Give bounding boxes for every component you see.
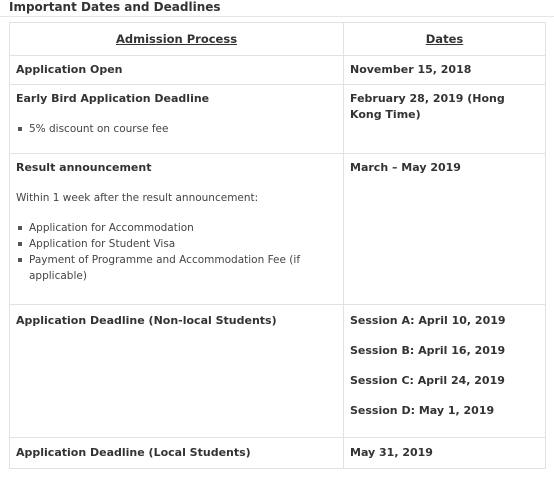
header-admission-process: Admission Process [10,23,344,56]
table-row [10,305,546,438]
date-value: May 31, 2019 [350,446,433,459]
date-cell [344,85,546,154]
process-label: Result announcement [16,161,152,174]
date-cell [344,56,546,85]
date-value: November 15, 2018 [350,63,472,76]
table-header-row [10,23,546,56]
dates-table [9,22,546,469]
bullet-list [16,220,337,284]
title-divider [0,16,554,17]
date-value: February 28, 2019 (Hong Kong Time) [350,92,505,121]
date-cell [344,438,546,469]
header-dates: Dates [344,23,546,56]
process-cell [10,305,344,438]
session-date: Session A: April 10, 2019 [350,314,506,327]
process-label: Early Bird Application Deadline [16,92,210,105]
bullet-item: Application for Student Visa [16,236,337,252]
table-row [10,85,546,154]
date-cell [344,305,546,438]
session-date: Session B: April 16, 2019 [350,344,506,357]
session-date: Session D: May 1, 2019 [350,404,495,417]
table-row [10,56,546,85]
bullet-item: Payment of Programme and Accommodation Fee (if applicable) [16,252,337,284]
process-note: Within 1 week after the result announcement: [16,192,259,204]
process-label: Application Deadline (Local Students) [16,446,251,459]
table-row [10,438,546,469]
page-title: Important Dates and Deadlines [9,0,221,14]
process-label: Application Deadline (Non-local Students) [16,314,277,327]
process-cell [10,154,344,305]
process-label: Application Open [16,63,123,76]
table-row [10,154,546,305]
process-cell [10,85,344,154]
bullet-list [16,121,337,137]
session-date: Session C: April 24, 2019 [350,374,505,387]
bullet-item: Application for Accommodation [16,220,337,236]
process-cell [10,56,344,85]
date-value: March – May 2019 [350,161,461,174]
bullet-item: 5% discount on course fee [16,121,337,137]
session-list [350,313,539,419]
process-cell [10,438,344,469]
date-cell [344,154,546,305]
